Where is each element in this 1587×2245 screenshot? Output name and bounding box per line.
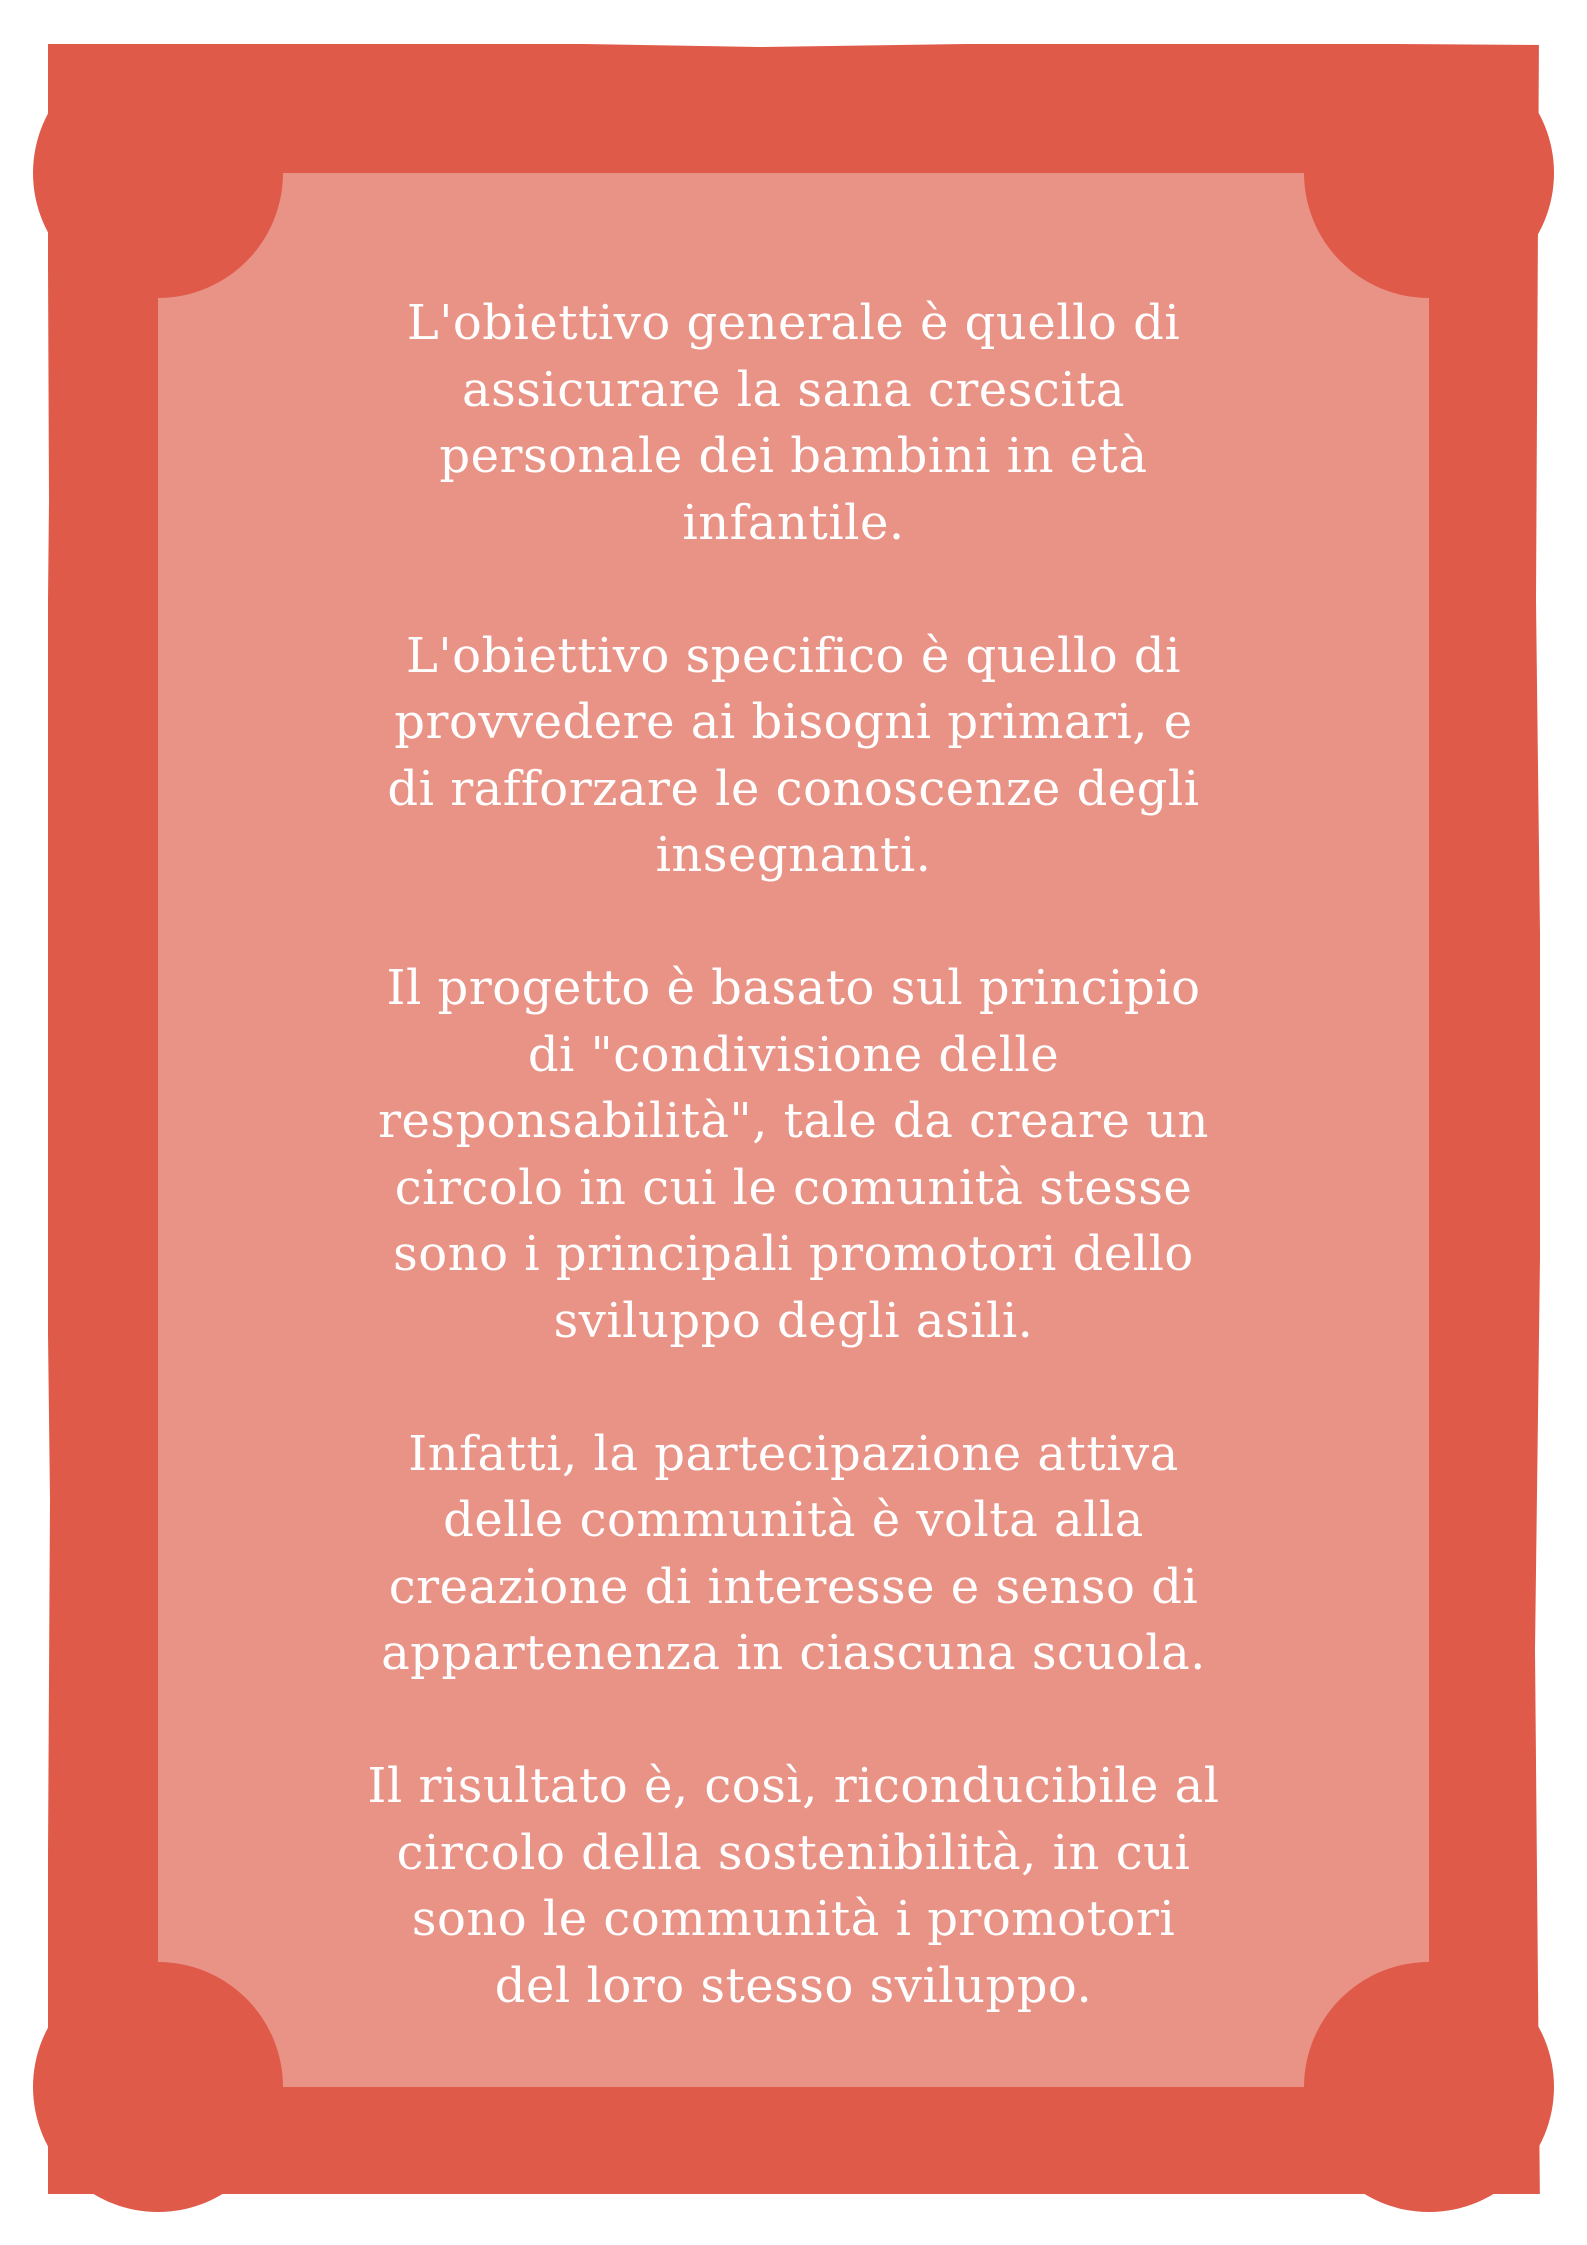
paragraph-shared-responsibility: Il progetto è basato sul principio di "condivisione delle responsabilità", tale da creare un circolo in cui le comunità stesse sono i principali promotori dello sviluppo degli asili. <box>378 960 1209 1349</box>
scallop-corner-bottom-left <box>33 1962 283 2212</box>
scallop-corner-top-left <box>33 48 283 298</box>
paragraph-community-participation: Infatti, la partecipazione attiva delle communità è volta alla creazione di interesse e senso di appartenenza in ciascuna scuola. <box>381 1425 1206 1681</box>
scallop-corner-top-right <box>1304 48 1554 298</box>
body-text <box>280 290 1307 2019</box>
paragraph-sustainability-result: Il risultato è, così, riconducibile al circolo della sostenibilità, in cui sono le communità i promotori del loro stesso sviluppo. <box>367 1758 1220 2014</box>
paragraph-general-objective: L'obiettivo generale è quello di assicurare la sana crescita personale dei bambini in età infantile. <box>406 295 1181 551</box>
scallop-corner-bottom-right <box>1304 1962 1554 2212</box>
paragraph-specific-objective: L'obiettivo specifico è quello di provvedere ai bisogni primari, e di rafforzare le conoscenze degli insegnanti. <box>387 627 1200 883</box>
